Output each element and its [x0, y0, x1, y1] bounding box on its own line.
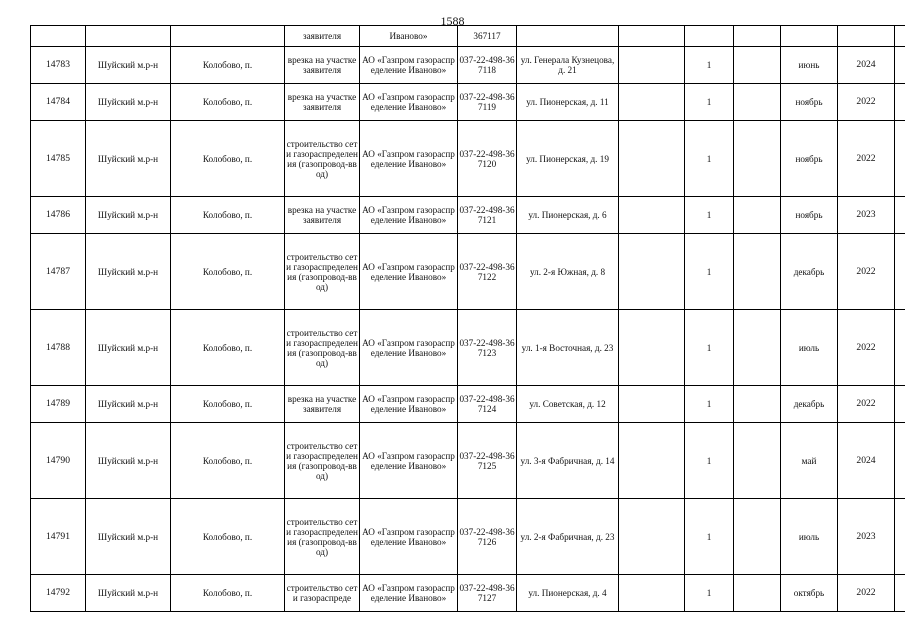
cell-blank — [619, 499, 685, 575]
cell-address: ул. Пионерская, д. 11 — [517, 84, 619, 121]
cell-month: июль — [781, 310, 838, 386]
cell-locality: Колобово, п. — [171, 47, 285, 84]
cell-year — [838, 26, 895, 47]
table-row — [31, 499, 905, 575]
cell-address: ул. 2-я Южная, д. 8 — [517, 234, 619, 310]
cell-num: 14792 — [31, 575, 86, 612]
cell-blank — [895, 575, 905, 612]
cell-application-id: 037-22-498-367122 — [458, 234, 517, 310]
cell-organization: АО «Газпром газораспределение Иваново» — [360, 423, 458, 499]
cell-blank — [895, 499, 905, 575]
cell-organization: АО «Газпром газораспределение Иваново» — [360, 47, 458, 84]
cell-num: 14791 — [31, 499, 86, 575]
cell-quantity: 1 — [685, 575, 734, 612]
cell-blank — [895, 84, 905, 121]
cell-blank — [734, 197, 781, 234]
cell-year: 2022 — [838, 310, 895, 386]
cell-work-type: строительство сети газораспределения (газопровод-ввод) — [285, 310, 360, 386]
cell-address: ул. 1-я Восточная, д. 23 — [517, 310, 619, 386]
cell-blank — [619, 310, 685, 386]
cell-blank — [734, 575, 781, 612]
cell-month: июль — [781, 499, 838, 575]
cell-blank — [895, 26, 905, 47]
cell-work-type: строительство сети газораспределения (газопровод-ввод) — [285, 121, 360, 197]
cell-organization: АО «Газпром газораспределение Иваново» — [360, 84, 458, 121]
cell-address: ул. 2-я Фабричная, д. 23 — [517, 499, 619, 575]
cell-blank — [734, 26, 781, 47]
cell-work-type: строительство сети газораспределения (газопровод-ввод) — [285, 499, 360, 575]
cell-blank — [734, 310, 781, 386]
cell-address: ул. 3-я Фабричная, д. 14 — [517, 423, 619, 499]
cell-year: 2022 — [838, 575, 895, 612]
cell-organization: АО «Газпром газораспределение Иваново» — [360, 386, 458, 423]
cell-district: Шуйский м.р-н — [86, 575, 171, 612]
cell-work-type: строительство сети газораспределения (газопровод-ввод) — [285, 423, 360, 499]
cell-blank — [619, 84, 685, 121]
cell-quantity: 1 — [685, 121, 734, 197]
cell-work-type: строительство сети газораспреде — [285, 575, 360, 612]
cell-organization: АО «Газпром газораспределение Иваново» — [360, 575, 458, 612]
cell-organization: АО «Газпром газораспределение Иваново» — [360, 310, 458, 386]
cell-locality: Колобово, п. — [171, 234, 285, 310]
cell-num: 14789 — [31, 386, 86, 423]
cell-blank — [895, 234, 905, 310]
table-row — [31, 423, 905, 499]
cell-month: ноябрь — [781, 121, 838, 197]
cell-address: ул. Пионерская, д. 6 — [517, 197, 619, 234]
cell-quantity: 1 — [685, 234, 734, 310]
cell-organization: АО «Газпром газораспределение Иваново» — [360, 197, 458, 234]
cell-blank — [619, 423, 685, 499]
cell-blank — [734, 234, 781, 310]
cell-blank — [895, 197, 905, 234]
table-row — [31, 386, 905, 423]
cell-month: декабрь — [781, 234, 838, 310]
cell-num: 14788 — [31, 310, 86, 386]
cell-month: декабрь — [781, 386, 838, 423]
cell-work-type: врезка на участке заявителя — [285, 84, 360, 121]
gas-connection-register-table — [30, 25, 905, 612]
cell-work-type: врезка на участке заявителя — [285, 386, 360, 423]
cell-year: 2022 — [838, 234, 895, 310]
cell-num: 14787 — [31, 234, 86, 310]
table-row — [31, 234, 905, 310]
cell-locality: Колобово, п. — [171, 386, 285, 423]
cell-blank — [619, 575, 685, 612]
page-number: 1588 — [440, 14, 465, 28]
cell-month — [781, 26, 838, 47]
cell-month: июнь — [781, 47, 838, 84]
table-row-continued — [31, 26, 905, 47]
table-row — [31, 575, 905, 612]
cell-month: май — [781, 423, 838, 499]
cell-month: октябрь — [781, 575, 838, 612]
cell-application-id: 037-22-498-367118 — [458, 47, 517, 84]
cell-blank — [895, 423, 905, 499]
cell-organization: Иваново» — [360, 26, 458, 47]
cell-application-id: 037-22-498-367120 — [458, 121, 517, 197]
cell-year: 2022 — [838, 386, 895, 423]
cell-district: Шуйский м.р-н — [86, 310, 171, 386]
table-row — [31, 197, 905, 234]
cell-quantity: 1 — [685, 84, 734, 121]
cell-locality: Колобово, п. — [171, 310, 285, 386]
cell-application-id: 037-22-498-367127 — [458, 575, 517, 612]
cell-application-id: 037-22-498-367123 — [458, 310, 517, 386]
cell-locality: Колобово, п. — [171, 121, 285, 197]
cell-blank — [619, 197, 685, 234]
cell-quantity: 1 — [685, 423, 734, 499]
cell-work-type: врезка на участке заявителя — [285, 197, 360, 234]
cell-district — [86, 26, 171, 47]
cell-district: Шуйский м.р-н — [86, 423, 171, 499]
cell-blank — [734, 121, 781, 197]
cell-quantity: 1 — [685, 310, 734, 386]
table-row — [31, 47, 905, 84]
cell-quantity: 1 — [685, 386, 734, 423]
cell-work-type: заявителя — [285, 26, 360, 47]
cell-application-id: 367117 — [458, 26, 517, 47]
cell-year: 2022 — [838, 84, 895, 121]
cell-district: Шуйский м.р-н — [86, 499, 171, 575]
cell-year: 2024 — [838, 423, 895, 499]
cell-district: Шуйский м.р-н — [86, 234, 171, 310]
cell-blank — [619, 47, 685, 84]
cell-application-id: 037-22-498-367119 — [458, 84, 517, 121]
cell-organization: АО «Газпром газораспределение Иваново» — [360, 499, 458, 575]
cell-blank — [895, 386, 905, 423]
cell-locality: Колобово, п. — [171, 84, 285, 121]
cell-organization: АО «Газпром газораспределение Иваново» — [360, 121, 458, 197]
cell-district: Шуйский м.р-н — [86, 47, 171, 84]
cell-blank — [619, 234, 685, 310]
cell-blank — [895, 121, 905, 197]
cell-work-type: врезка на участке заявителя — [285, 47, 360, 84]
cell-quantity: 1 — [685, 197, 734, 234]
cell-blank — [895, 310, 905, 386]
cell-application-id: 037-22-498-367124 — [458, 386, 517, 423]
cell-quantity — [685, 26, 734, 47]
cell-locality: Колобово, п. — [171, 499, 285, 575]
cell-blank — [619, 121, 685, 197]
cell-district: Шуйский м.р-н — [86, 197, 171, 234]
table-row — [31, 84, 905, 121]
cell-month: ноябрь — [781, 84, 838, 121]
cell-application-id: 037-22-498-367125 — [458, 423, 517, 499]
cell-year: 2024 — [838, 47, 895, 84]
cell-address: ул. Пионерская, д. 19 — [517, 121, 619, 197]
table-row — [31, 121, 905, 197]
cell-blank — [619, 26, 685, 47]
cell-num: 14790 — [31, 423, 86, 499]
cell-blank — [734, 499, 781, 575]
cell-blank — [734, 386, 781, 423]
cell-blank — [619, 386, 685, 423]
cell-num: 14784 — [31, 84, 86, 121]
cell-blank — [734, 84, 781, 121]
cell-year: 2023 — [838, 499, 895, 575]
cell-num: 14783 — [31, 47, 86, 84]
cell-locality: Колобово, п. — [171, 423, 285, 499]
cell-blank — [734, 423, 781, 499]
cell-district: Шуйский м.р-н — [86, 84, 171, 121]
cell-work-type: строительство сети газораспределения (газопровод-ввод) — [285, 234, 360, 310]
cell-address: ул. Пионерская, д. 4 — [517, 575, 619, 612]
cell-num: 14785 — [31, 121, 86, 197]
cell-address — [517, 26, 619, 47]
cell-year: 2022 — [838, 121, 895, 197]
cell-quantity: 1 — [685, 499, 734, 575]
cell-num — [31, 26, 86, 47]
table-row — [31, 310, 905, 386]
cell-blank — [895, 47, 905, 84]
cell-quantity: 1 — [685, 47, 734, 84]
cell-blank — [734, 47, 781, 84]
cell-application-id: 037-22-498-367126 — [458, 499, 517, 575]
cell-num: 14786 — [31, 197, 86, 234]
cell-year: 2023 — [838, 197, 895, 234]
cell-address: ул. Советская, д. 12 — [517, 386, 619, 423]
cell-locality: Колобово, п. — [171, 575, 285, 612]
cell-application-id: 037-22-498-367121 — [458, 197, 517, 234]
cell-district: Шуйский м.р-н — [86, 121, 171, 197]
cell-organization: АО «Газпром газораспределение Иваново» — [360, 234, 458, 310]
cell-month: ноябрь — [781, 197, 838, 234]
cell-locality: Колобово, п. — [171, 197, 285, 234]
cell-address: ул. Генерала Кузнецова, д. 21 — [517, 47, 619, 84]
cell-locality — [171, 26, 285, 47]
cell-district: Шуйский м.р-н — [86, 386, 171, 423]
